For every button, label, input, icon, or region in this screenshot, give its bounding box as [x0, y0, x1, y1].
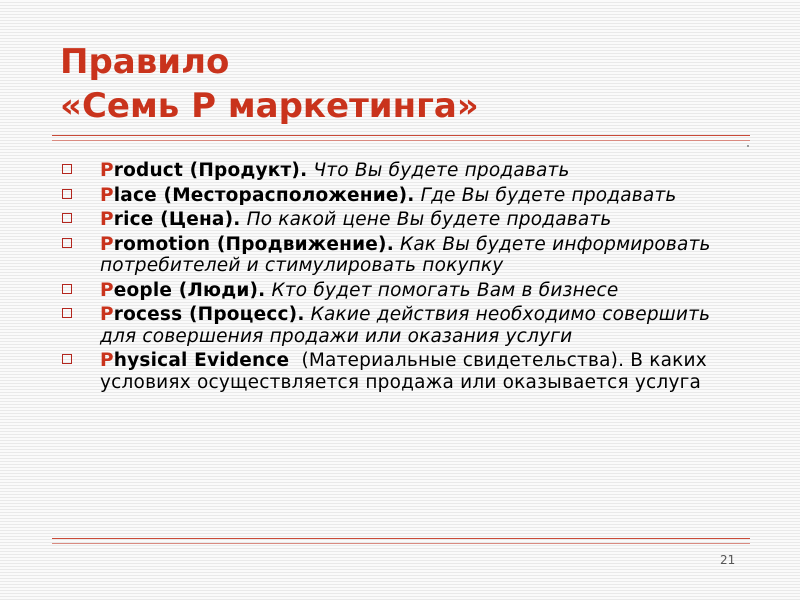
item-heading-rest: eople (Люди).	[113, 279, 266, 301]
list-item-process	[60, 304, 740, 347]
slide-title	[60, 40, 479, 128]
list-item-people	[60, 280, 740, 302]
item-description: Как Вы будете информировать потребителей и стимулировать покупку	[100, 233, 711, 276]
item-heading-rest: rocess (Процесс).	[113, 304, 305, 325]
item-initial-letter: P	[100, 304, 114, 325]
item-heading	[100, 280, 265, 301]
divider-dot	[747, 145, 749, 147]
square-bullet-icon	[62, 238, 72, 248]
item-heading-rest: hysical Evidence	[113, 350, 290, 371]
item-description: Что Вы будете продавать	[307, 160, 570, 181]
item-heading	[100, 304, 305, 325]
item-description: Кто будет помогать Вам в бизнесе	[265, 279, 619, 301]
list-item-product	[60, 160, 740, 182]
item-initial-letter: P	[100, 209, 114, 230]
item-heading	[100, 209, 241, 230]
square-bullet-icon	[62, 213, 72, 223]
page-number: 21	[720, 553, 736, 567]
title-line-1: Правило	[60, 42, 230, 82]
footer-divider-line	[52, 538, 750, 539]
item-heading	[100, 350, 289, 371]
footer-divider-line-secondary	[52, 543, 750, 544]
item-initial-letter: P	[100, 279, 114, 301]
list-item-physical-evidence	[60, 350, 740, 393]
item-heading-rest: roduct (Продукт).	[113, 160, 308, 181]
title-line-2: «Семь Р маркетинга»	[60, 86, 479, 126]
item-description: (Материальные свидетельства). В каких условиях осуществляется продажа или оказывается услуга	[100, 350, 713, 393]
item-initial-letter: P	[100, 350, 114, 371]
item-heading	[100, 185, 415, 206]
square-bullet-icon	[62, 354, 72, 364]
item-heading-rest: lace (Месторасположение).	[113, 184, 415, 206]
item-description: Какие действия необходимо совершить для совершения продажи или оказания услуги	[100, 304, 711, 347]
item-initial-letter: P	[100, 233, 114, 255]
square-bullet-icon	[62, 308, 72, 318]
item-heading-rest: rice (Цена).	[113, 209, 241, 230]
square-bullet-icon	[62, 189, 72, 199]
title-divider-line-secondary	[52, 140, 750, 141]
item-description: По какой цене Вы будете продавать	[240, 209, 612, 230]
item-heading-rest: romotion (Продвижение).	[113, 233, 394, 255]
item-description: Где Вы будете продавать	[414, 184, 677, 206]
seven-p-list	[60, 160, 740, 396]
item-initial-letter: P	[100, 184, 114, 206]
item-heading	[100, 234, 394, 255]
list-item-promotion	[60, 234, 740, 277]
square-bullet-icon	[62, 164, 72, 174]
title-divider-line	[52, 135, 750, 136]
square-bullet-icon	[62, 284, 72, 294]
list-item-place	[60, 185, 740, 207]
item-heading	[100, 160, 307, 181]
item-initial-letter: P	[100, 160, 114, 181]
list-item-price	[60, 209, 740, 231]
